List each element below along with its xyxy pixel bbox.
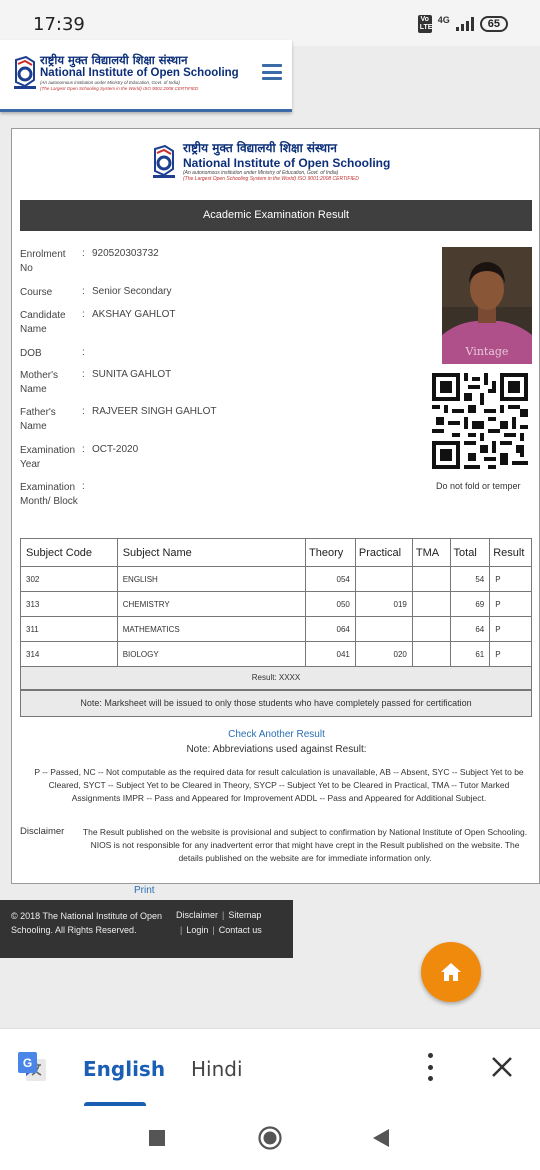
column-header: Total: [450, 539, 490, 567]
result-logo: [151, 141, 390, 182]
subject-result: P: [490, 617, 532, 642]
field-value: OCT-2020: [92, 444, 139, 455]
footer-links: Disclaimer | Sitemap | Login | Contact us: [176, 910, 262, 935]
subject-code: 314: [21, 642, 118, 667]
signal-icon: [456, 17, 474, 31]
site-header: [0, 40, 292, 112]
subject-code: 311: [21, 617, 118, 642]
subject-code: 313: [21, 592, 118, 617]
field-label: Examination Month/ Block: [20, 482, 78, 507]
field-label: Enrolment No: [20, 249, 66, 274]
close-icon[interactable]: [490, 1055, 514, 1079]
language-tab-english[interactable]: English: [83, 1057, 166, 1081]
abbreviations-heading: Note: Abbreviations used against Result:: [186, 744, 367, 755]
field-label: Father's Name: [20, 407, 56, 432]
qr-code-icon: [432, 373, 528, 469]
abbreviations-text: P -- Passed, NC -- Not computable as the required data for result calculation is unavailable, AB -- Absent, SYC -- Subject Yet to be Cleared, SYCT -- Subject Yet to be Cleared in Theory, SYCP -- Subject Yet to be Cleared in Practical, TMA -- Tutor Marked Assignments IMPR -- Pass and Appeared for Improvement ADDL -- Pass and Appeared for Additional Subject.: [34, 767, 524, 803]
system-nav-bar: [0, 1106, 540, 1170]
total-marks: 64: [450, 617, 490, 642]
network-type: 4G: [437, 15, 450, 25]
total-marks: 61: [450, 642, 490, 667]
logo-hindi-text: राष्ट्रीय मुक्त विद्यालयी शिक्षा संस्थान: [183, 141, 337, 155]
recent-apps-button[interactable]: [149, 1130, 165, 1146]
field-value: SUNITA GAHLOT: [92, 369, 172, 380]
field-value: AKSHAY GAHLOT: [92, 309, 176, 320]
back-button[interactable]: [372, 1128, 390, 1148]
practical-marks: [355, 567, 412, 592]
field-label: Candidate Name: [20, 310, 66, 335]
subject-name: MATHEMATICS: [117, 617, 305, 642]
svg-text:G: G: [22, 1056, 33, 1070]
check-another-result-link[interactable]: Check Another Result: [228, 729, 325, 740]
field-label: Mother's Name: [20, 370, 59, 395]
field-label: DOB: [20, 348, 42, 359]
result-card: राष्ट्रीय मुक्त विद्यालयी शिक्षा संस्थान National Institute of Open Schooling (An autonomous institution under Ministry of Education, Govt. of India) (The Largest Open Schooling System in the World) ISO 9001:2008 CERTIFIED Academic Examination Result Enrolment No : 920520303732 Course : Senior Secondary Candidate Name : AKSHAY GAHLOT DOB : Mother's Name : SUNITA GAHLOT Father's Name : RAJVEER SINGH GAHLOT Examination Year : OCT-2020 Examination Month/ Block : Vintage Do not fold or temper Subject Code Subject Name Theory Practical TMA Total Result 302 ENGLISH 054 54 P 313 CHEMISTRY 050 019 69 P 311 MATHEMATICS 064 64 P 314 BIOLOGY 041 020 61 P Result: XXXX Note: Marksheet will be issued to only those students who have completely passed for certification Check Another Result Note: Abbreviations used against Result: P -- Passed, NC -- Not computable as the required data for result calculation is unavailable, AB -- Absent, SYC -- Subject Yet to be Cleared, SYCT -- Subject Yet to be Cleared in Theory, SYCP -- Subject Yet to be Cleared in Practical, TMA -- Tutor Marked Assignments IMPR -- Pass and Appeared for Improvement ADDL -- Pass and Appeared for Additional Subject. Disclaimer The Result published on the website is provisional and subject to confirmation by National Institute of Open Schooling. NIOS is not responsible for any inadvertent error that might have crept in the Result published on the website. The details published on the website are for immediate information only.: [11, 128, 540, 884]
footer-link-contact[interactable]: Contact us: [218, 925, 262, 935]
site-footer: [0, 900, 293, 958]
theory-marks: 050: [306, 592, 356, 617]
tma-marks: [412, 617, 450, 642]
subject-name: CHEMISTRY: [117, 592, 305, 617]
subject-name: BIOLOGY: [117, 642, 305, 667]
clock: 17:39: [33, 14, 85, 35]
logo-subtitle: (An autonomous institution under Ministry of Education, Govt. of India): [40, 80, 180, 85]
volte-icon: Vo LTE: [419, 16, 433, 31]
marksheet-note: Note: Marksheet will be issued to only those students who have completely passed for certification: [20, 690, 532, 717]
subject-result: P: [490, 642, 532, 667]
shirt-print: Vintage: [465, 345, 509, 358]
logo-subtitle: (An autonomous institution under Ministry of Education, Govt. of India): [183, 170, 339, 176]
tma-marks: [412, 642, 450, 667]
logo-hindi-text: राष्ट्रीय मुक्त विद्यालयी शिक्षा संस्थान: [40, 53, 188, 67]
translate-bar: [0, 1028, 540, 1106]
practical-marks: [355, 617, 412, 642]
table-row: [21, 592, 532, 617]
subject-result: P: [490, 592, 532, 617]
subject-result: P: [490, 567, 532, 592]
table-row: [21, 567, 532, 592]
nios-emblem-icon: [12, 56, 38, 90]
tma-marks: [412, 567, 450, 592]
theory-marks: 064: [306, 617, 356, 642]
column-header: Subject Code: [21, 539, 118, 567]
theory-marks: 041: [306, 642, 356, 667]
column-header: Theory: [306, 539, 356, 567]
practical-marks: 020: [355, 642, 412, 667]
overall-result: Result: XXXX: [20, 666, 532, 690]
disclaimer-text: The Result published on the website is provisional and subject to confirmation by National Institute of Open Schooling. NIOS is not responsible for any inadvertent error that might have crept in the Result published on the website. The details published on the website are for immediate information only.: [82, 827, 528, 863]
column-header: Practical: [355, 539, 412, 567]
disclaimer-label: Disclaimer: [20, 826, 65, 837]
language-tab-hindi[interactable]: Hindi: [191, 1057, 243, 1081]
print-link[interactable]: Print: [134, 885, 155, 896]
candidate-photo: [442, 247, 532, 364]
subject-code: 302: [21, 567, 118, 592]
tma-marks: [412, 592, 450, 617]
result-heading: Academic Examination Result: [20, 200, 532, 231]
status-icons: [418, 15, 508, 33]
home-nav-button[interactable]: [258, 1126, 282, 1150]
footer-link-login[interactable]: Login: [186, 925, 209, 935]
table-row: [21, 642, 532, 667]
total-marks: 54: [450, 567, 490, 592]
column-header: TMA: [412, 539, 450, 567]
table-row: [21, 617, 532, 642]
nios-logo[interactable]: [12, 53, 239, 92]
table-header-row: [21, 539, 532, 567]
logo-english-text: National Institute of Open Schooling: [183, 156, 391, 170]
field-value: 920520303732: [92, 248, 159, 259]
home-button[interactable]: [421, 942, 481, 1002]
field-value: Senior Secondary: [92, 286, 172, 297]
more-options-icon[interactable]: [424, 1053, 436, 1081]
column-header: Subject Name: [117, 539, 305, 567]
practical-marks: 019: [355, 592, 412, 617]
marks-table: [20, 538, 532, 667]
field-label: Examination Year: [20, 445, 76, 470]
footer-link-disclaimer[interactable]: Disclaimer: [176, 910, 219, 920]
field-value: RAJVEER SINGH GAHLOT: [92, 406, 217, 417]
battery-icon: 65: [480, 16, 508, 32]
logo-tagline: (The Largest Open Schooling System in the World) ISO 9001:2008 CERTIFIED: [183, 176, 359, 182]
column-header: Result: [490, 539, 532, 567]
field-label: Course: [20, 287, 53, 298]
subject-name: ENGLISH: [117, 567, 305, 592]
theory-marks: 054: [306, 567, 356, 592]
footer-link-sitemap[interactable]: Sitemap: [228, 910, 262, 920]
do-not-fold-notice: Do not fold or temper: [436, 481, 521, 491]
logo-english-text: National Institute of Open Schooling: [40, 67, 239, 79]
google-translate-icon: [17, 1051, 47, 1083]
logo-tagline: (The Largest Open Schooling System in the World) ISO 9001:2008 CERTIFIED: [40, 86, 199, 91]
home-icon: [440, 962, 462, 982]
total-marks: 69: [450, 592, 490, 617]
copyright-text: © 2018 The National Institute of Open Schooling. All Rights Reserved.: [11, 911, 163, 935]
nios-emblem-icon: [151, 145, 177, 179]
menu-icon[interactable]: [262, 64, 282, 80]
